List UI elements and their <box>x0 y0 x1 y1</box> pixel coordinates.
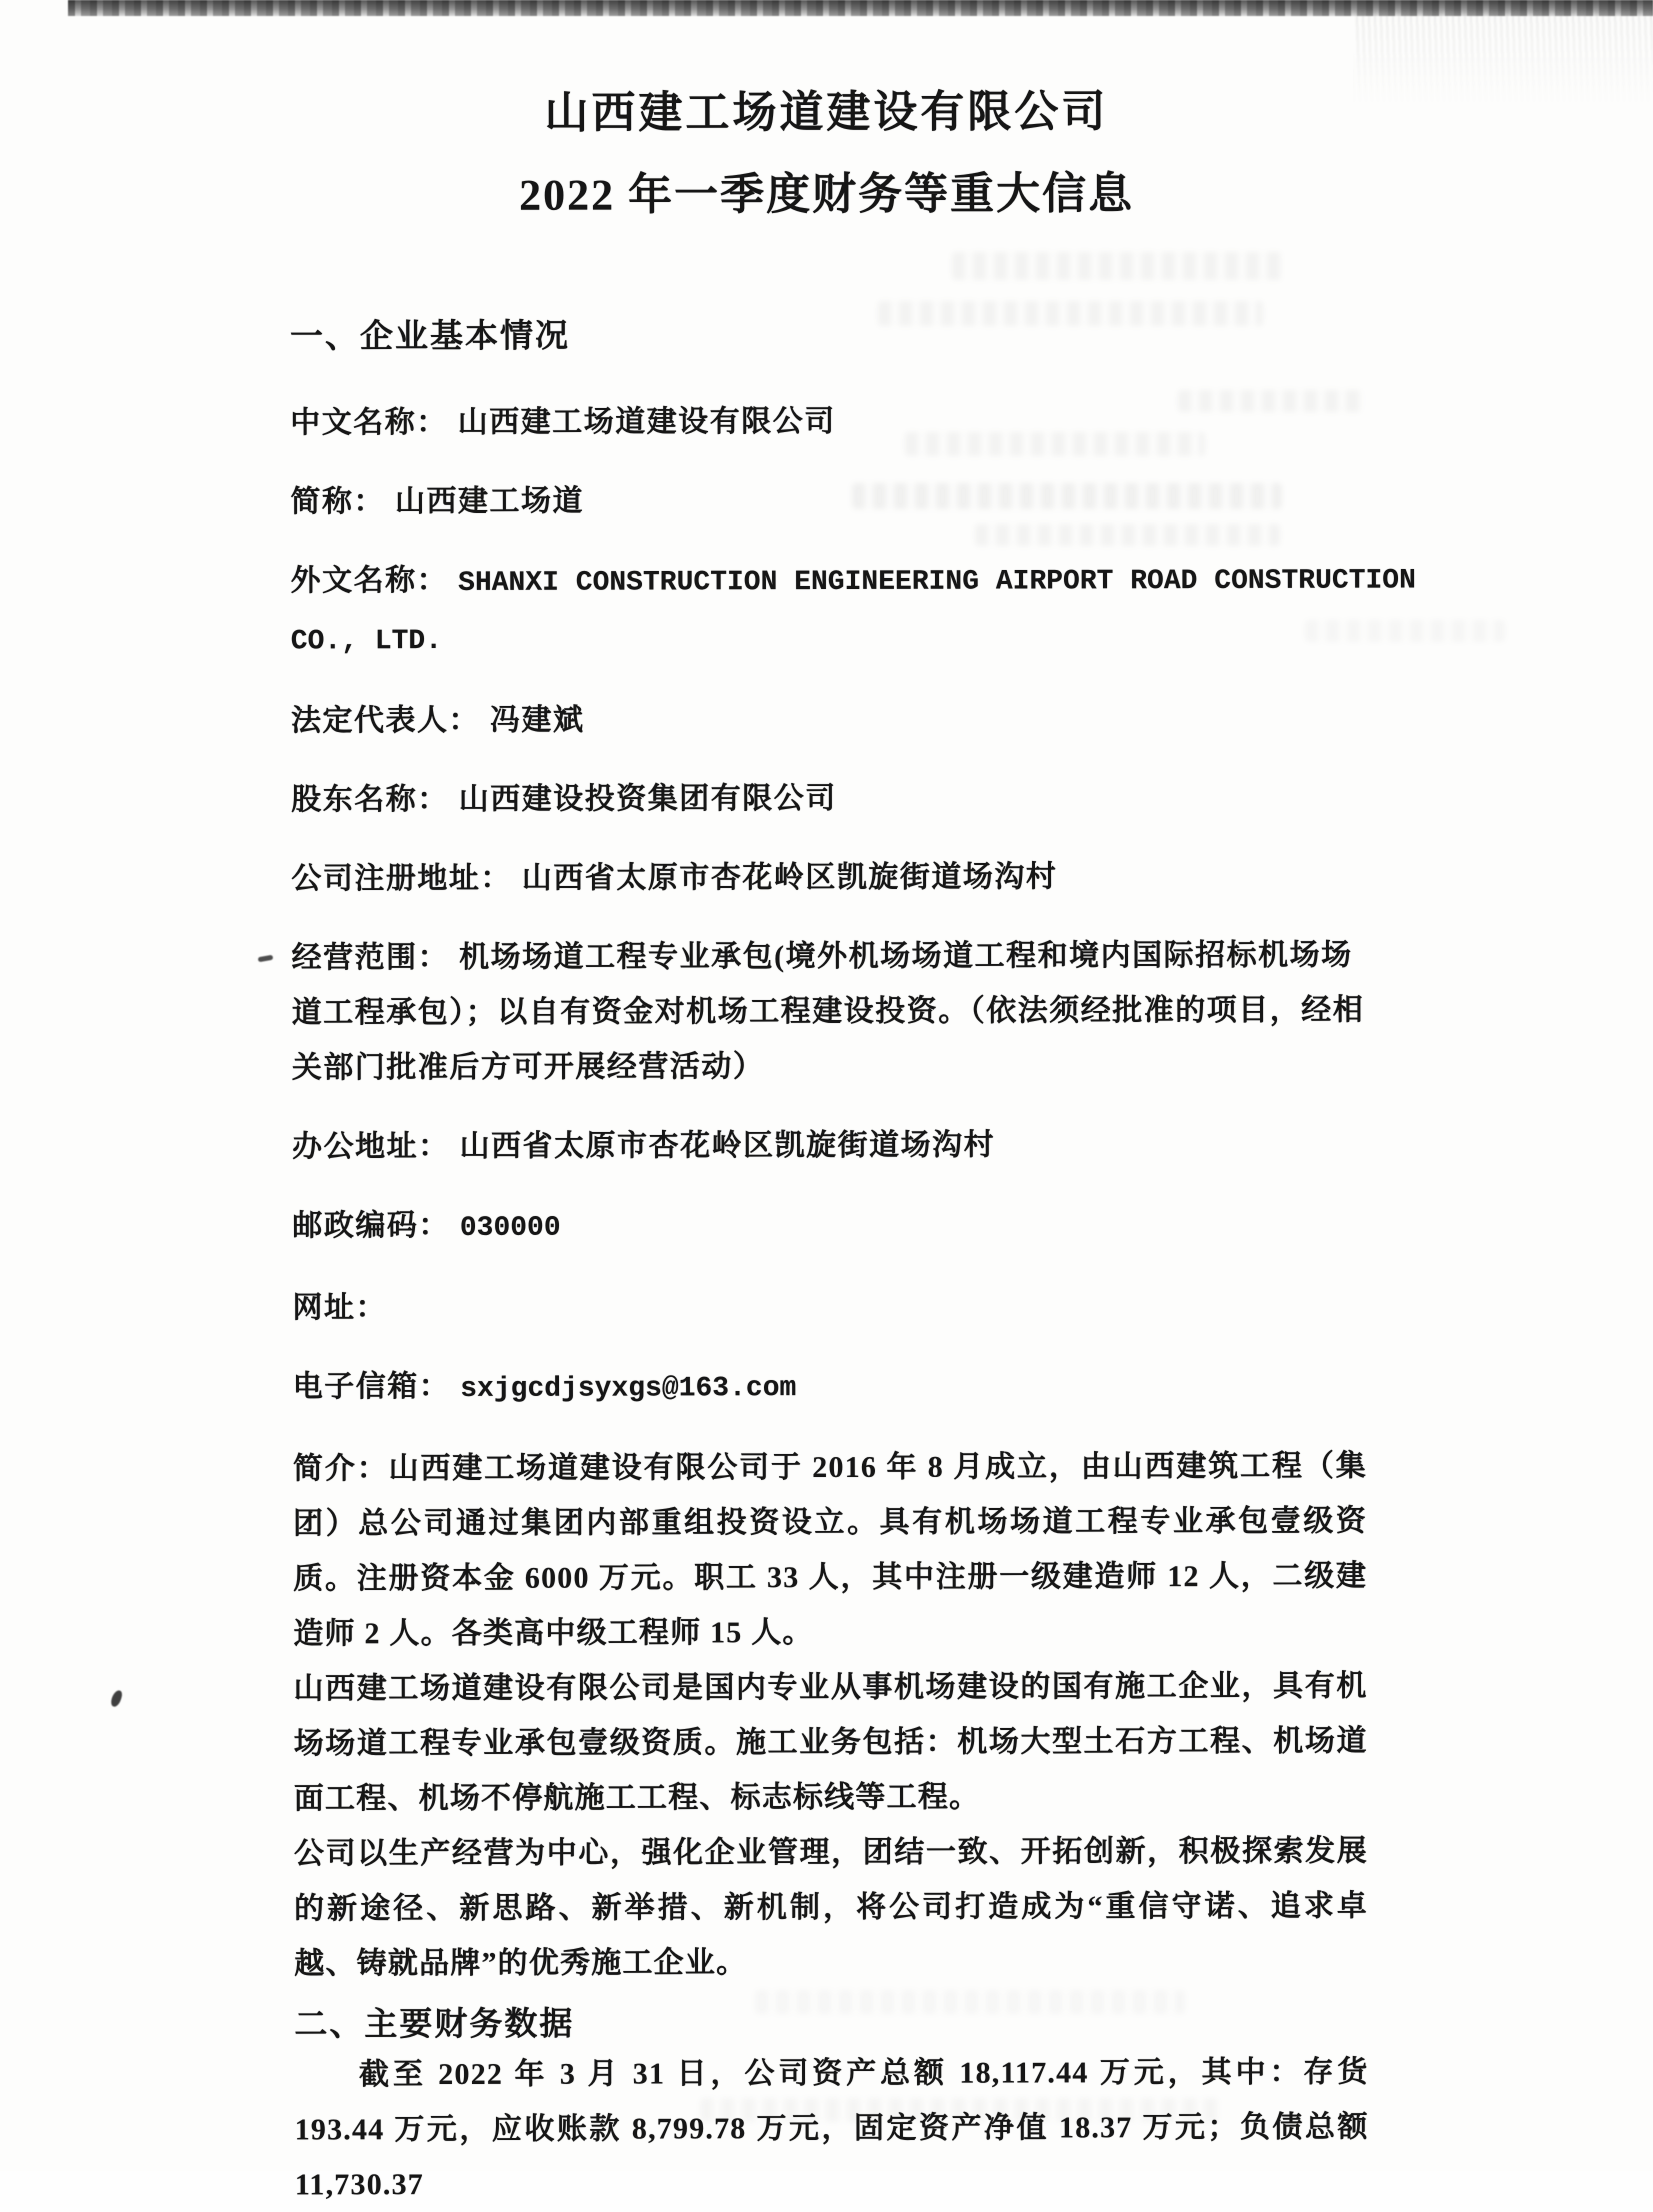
field-label: 公司注册地址： <box>291 862 512 896</box>
field-office-address <box>292 1117 1366 1175</box>
field-short-name <box>290 472 1364 530</box>
field-label: 中文名称： <box>290 406 448 439</box>
field-value: 030000 <box>460 1213 561 1244</box>
section-heading-financial-data: 二、主要财务数据 <box>294 2001 1368 2048</box>
ink-speck <box>258 955 274 963</box>
document-content <box>289 0 1369 2212</box>
field-label: 外文名称： <box>291 564 449 597</box>
field-value: 冯建斌 <box>490 704 585 737</box>
field-foreign-name <box>291 550 1471 669</box>
field-label: 邮政编码： <box>292 1209 450 1242</box>
field-label: 简称： <box>290 485 385 518</box>
ink-speck <box>110 1689 124 1708</box>
field-label: 办公地址： <box>292 1130 450 1163</box>
field-business-scope <box>292 928 1366 1096</box>
document-subtitle: 2022 年一季度财务等重大信息 <box>290 167 1364 224</box>
field-value: 山西建工场道 <box>395 485 584 518</box>
profile-paragraph: 山西建工场道建设有限公司是国内专业从事机场建设的国有施工企业，具有机场场道工程专业承包壹级资质。施工业务包括：机场大型土石方工程、机场道面工程、机场不停航施工工程、标志标线等工程。 <box>293 1659 1367 1827</box>
field-legal-representative <box>291 691 1365 749</box>
profile-paragraph: 简介：山西建工场道建设有限公司于 2016 年 8 月成立，由山西建筑工程（集团）总公司通过集团内部重组投资设立。具有机场场道工程专业承包壹级资质。注册资本金 6000 万元。职工 33 人，其中注册一级建造师 12 人，二级建造师 2 人。各类高中级工程师 15 人。 <box>293 1439 1368 1662</box>
field-value: 山西建设投资集团有限公司 <box>459 782 837 816</box>
profile-paragraph: 公司以生产经营为中心，强化企业管理，团结一致、开拓创新，积极探索发展的新途径、新思路、新举措、新机制，将公司打造成为“重信守诺、追求卓越、铸就品牌”的优秀施工企业。 <box>294 1824 1368 1992</box>
document-title: 山西建工场道建设有限公司 <box>289 85 1363 142</box>
field-value: 山西省太原市杏花岭区凯旋街道场沟村 <box>522 860 1058 894</box>
field-registered-address <box>291 849 1365 907</box>
company-profile <box>293 1439 1368 1992</box>
field-email <box>293 1357 1367 1418</box>
field-value: sxjgcdjsyxgs@163.com <box>460 1373 796 1405</box>
section-heading-basic-info: 一、企业基本情况 <box>290 313 1364 360</box>
financial-summary-paragraph: 截至 2022 年 3 月 31 日，公司资产总额 18,117.44 万元，其中：存货 193.44 万元，应收账款 8,799.78 万元，固定资产净值 18.37 万元；负债总额 11,730.37 <box>294 2045 1368 2212</box>
field-chinese-name <box>290 393 1364 451</box>
field-value: SHANXI CONSTRUCTION ENGINEERING AIRPORT ROAD CONSTRUCTION CO., LTD. <box>291 565 1416 657</box>
field-website <box>292 1278 1366 1336</box>
field-label: 电子信箱： <box>293 1370 451 1403</box>
field-value: 山西省太原市杏花岭区凯旋街道场沟村 <box>460 1129 996 1163</box>
field-label: 经营范围： <box>292 941 450 974</box>
scanner-streak-artifact <box>1353 10 1653 105</box>
field-label: 股东名称： <box>291 783 449 816</box>
field-label: 法定代表人： <box>291 704 480 737</box>
field-value: 山西建工场道建设有限公司 <box>458 405 836 439</box>
field-shareholder-name <box>291 770 1365 828</box>
field-value: 机场场道工程专业承包(境外机场场道工程和境内国际招标机场场道工程承包）；以自有资金对机场工程建设投资。（依法须经批准的项目，经相关部门批准后方可开展经营活动） <box>292 939 1365 1085</box>
field-label: 网址： <box>292 1291 387 1324</box>
field-postal-code <box>292 1196 1366 1257</box>
